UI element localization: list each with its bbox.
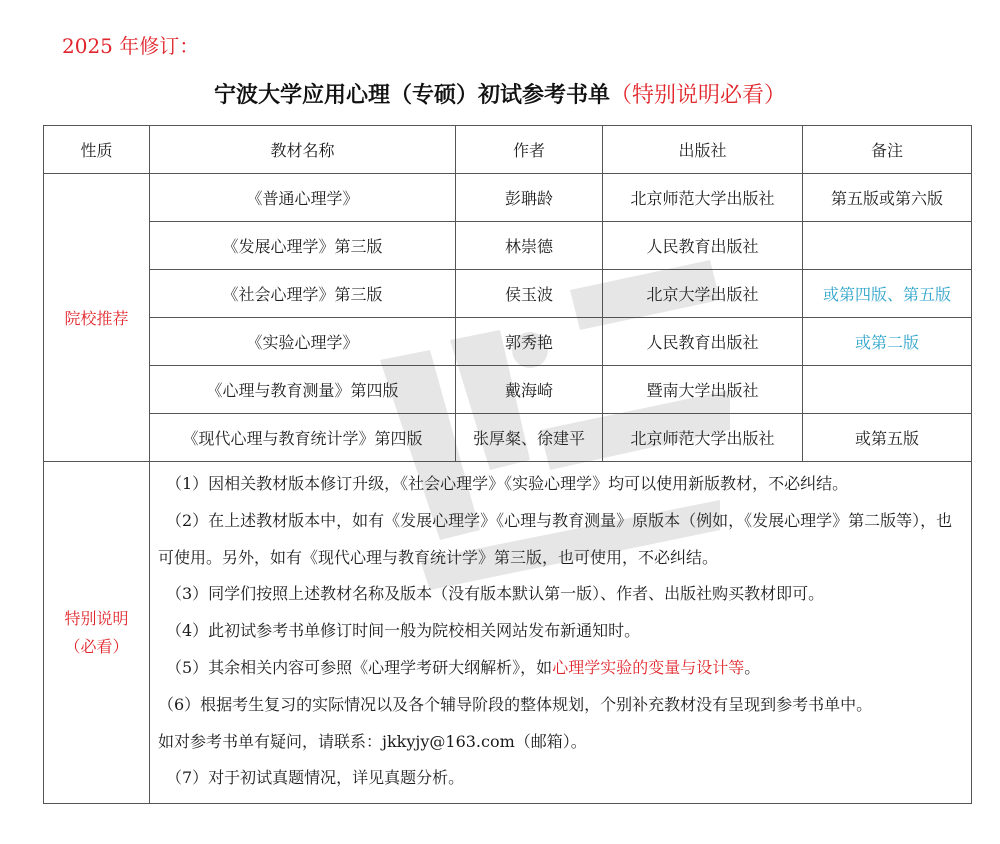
- book-remark: 或第五版: [803, 414, 972, 462]
- table-row: [44, 222, 972, 270]
- category-recommended: 院校推荐: [44, 174, 150, 462]
- table-row: [44, 270, 972, 318]
- book-remark: 或第四版、第五版: [803, 270, 972, 318]
- note-3: （3）同学们按照上述教材名称及版本（没有版本默认第一版）、作者、出版社购买教材即可。: [166, 584, 825, 604]
- header-nature: 性质: [44, 126, 150, 174]
- revision-label: 2025 年修订：: [62, 34, 200, 58]
- header-book-name: 教材名称: [150, 126, 456, 174]
- book-publisher: 北京大学出版社: [603, 270, 803, 318]
- special-notes: [150, 462, 972, 804]
- note-5-highlight: 心理学实验的变量与设计等: [552, 657, 745, 677]
- book-author: 侯玉波: [456, 270, 603, 318]
- header-author: 作者: [456, 126, 603, 174]
- book-author: 彭聃龄: [456, 174, 603, 222]
- title-note: （特别说明必看）: [610, 83, 787, 108]
- book-author: 郭秀艳: [456, 318, 603, 366]
- header-publisher: 出版社: [603, 126, 803, 174]
- table-row: [44, 414, 972, 462]
- book-remark: [803, 222, 972, 270]
- table-header-row: [44, 126, 972, 174]
- book-publisher: 人民教育出版社: [603, 222, 803, 270]
- book-name: 《现代心理与教育统计学》第四版: [150, 414, 456, 462]
- book-name: 《心理与教育测量》第四版: [150, 366, 456, 414]
- book-name: 《实验心理学》: [150, 318, 456, 366]
- table-row: [44, 318, 972, 366]
- contact-note: 如对参考书单有疑问，请联系：jkkyjy@163.com（邮箱）。: [158, 731, 587, 751]
- note-2: （2）在上述教材版本中，如有《发展心理学》《心理与教育测量》原版本（例如，《发展心理学》第二版等），也可使用。另外，如有《现代心理与教育统计学》第三版，也可使用，不必纠结。: [158, 510, 953, 567]
- book-name: 《社会心理学》第三版: [150, 270, 456, 318]
- note-4: （4）此初试参考书单修订时间一般为院校相关网站发布新通知时。: [166, 621, 641, 641]
- header-remark: 备注: [803, 126, 972, 174]
- book-author: 戴海崎: [456, 366, 603, 414]
- note-5-prefix: （5）其余相关内容可参照《心理学考研大纲解析》，如: [166, 657, 553, 677]
- category-special-notes: [44, 462, 150, 804]
- table-row: [44, 174, 972, 222]
- note-1: （1）因相关教材版本修订升级，《社会心理学》《实验心理学》均可以使用新版教材，不必纠结。: [166, 474, 849, 493]
- book-remark: [803, 366, 972, 414]
- note-5-suffix: 。: [744, 657, 761, 677]
- book-author: 张厚粲、徐建平: [456, 414, 603, 462]
- title-main: 宁波大学应用心理（专硕）初试参考书单: [213, 82, 610, 108]
- book-author: 林崇德: [456, 222, 603, 270]
- book-remark: 第五版或第六版: [803, 174, 972, 222]
- special-label-line2: （必看）: [64, 636, 129, 656]
- special-notes-row: [44, 462, 972, 804]
- book-publisher: 人民教育出版社: [603, 318, 803, 366]
- table-row: [44, 366, 972, 414]
- note-5: [158, 650, 961, 687]
- book-remark: 或第二版: [803, 318, 972, 366]
- reference-book-table: [43, 125, 972, 804]
- note-7: （7）对于初试真题情况，详见真题分析。: [166, 768, 465, 788]
- special-label-line1: 特别说明: [64, 608, 129, 628]
- book-name: 《普通心理学》: [150, 174, 456, 222]
- book-publisher: 暨南大学出版社: [603, 366, 803, 414]
- book-name: 《发展心理学》第三版: [150, 222, 456, 270]
- book-publisher: 北京师范大学出版社: [603, 414, 803, 462]
- book-publisher: 北京师范大学出版社: [603, 174, 803, 222]
- page-title: [0, 78, 1000, 109]
- note-6: （6）根据考生复习的实际情况以及各个辅导阶段的整体规划，个别补充教材没有呈现到参考书单中。: [158, 694, 873, 714]
